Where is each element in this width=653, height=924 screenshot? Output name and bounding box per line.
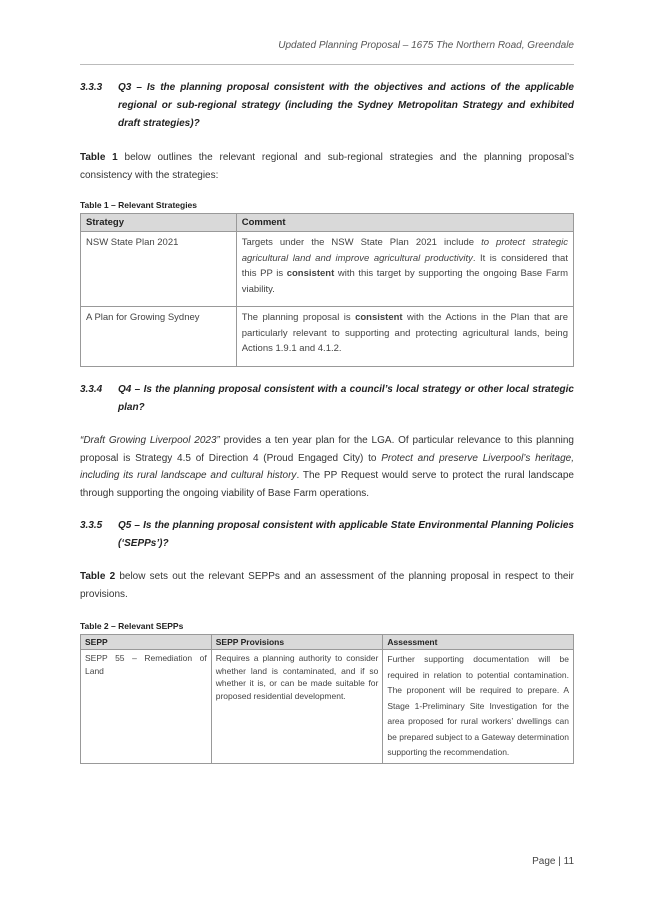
section-title: Q3 – Is the planning proposal consistent with the objectives and actions of the applicable regional or sub-regional strategy (including the Sydney Metropolitan Strategy and exhibited draft strategies)?	[118, 82, 574, 129]
section-heading-3-3-3	[80, 79, 574, 133]
strategy-cell: A Plan for Growing Sydney	[81, 307, 237, 367]
table1-caption: Table 1 – Relevant Strategies	[80, 200, 198, 210]
section-heading-3-3-5	[80, 517, 574, 553]
strategy-quote: Protect and preserve Liverpool’s heritage, including its rural landscape and cultural history	[80, 452, 575, 481]
table2-caption: Table 2 – Relevant SEPPs	[80, 621, 184, 631]
section-number: 3.3.4	[80, 384, 103, 395]
table2-intro-paragraph	[80, 568, 574, 603]
comment-text: with the Actions in the Plan that are particularly relevant to supporting and protecting agricultural lands, being Actions 1.9.1 and 4.1.2.	[241, 312, 568, 354]
comment-text: with this target by supporting the ongoing Base Farm viability.	[241, 268, 568, 295]
table-row	[81, 307, 574, 367]
comment-text: Targets under the NSW State Plan 2021 include	[241, 237, 482, 248]
column-header-strategy: Strategy	[81, 214, 237, 232]
running-header: Updated Planning Proposal – 1675 The Northern Road, Greendale	[278, 40, 574, 51]
column-header-provisions: SEPP Provisions	[211, 635, 383, 650]
sepps-table	[80, 634, 574, 764]
comment-cell	[236, 307, 573, 367]
table1-intro-paragraph	[80, 149, 574, 184]
table1-reference: Table 1	[80, 152, 118, 163]
section-number: 3.3.5	[80, 520, 103, 531]
table-header-row	[81, 214, 574, 232]
strategies-table	[80, 213, 574, 367]
comment-text: The planning proposal is	[241, 312, 356, 323]
consistency-flag: consistent	[355, 312, 403, 323]
section-title: Q5 – Is the planning proposal consistent with applicable State Environmental Planning Policies (‘SEPPs’)?	[118, 520, 574, 549]
paragraph-text: provides a ten year plan for the LGA. Of particular relevance to this planning proposal is Strategy 4.5 of Direction 4 (Proud Engaged City) to	[80, 435, 574, 464]
comment-cell	[236, 232, 573, 307]
table-row	[81, 232, 574, 307]
column-header-assessment: Assessment	[383, 635, 574, 650]
comment-text: . It is considered that this PP is	[241, 252, 568, 279]
header-divider	[80, 64, 574, 65]
local-strategy-paragraph	[80, 432, 574, 502]
sepp-cell: SEPP 55 – Remediation of Land	[81, 650, 212, 764]
page-number: Page | 11	[532, 856, 574, 867]
document-title: “Draft Growing Liverpool 2023”	[80, 435, 220, 446]
comment-quote: to protect strategic agricultural land and improve agricultural productivity	[241, 237, 568, 264]
strategy-cell: NSW State Plan 2021	[81, 232, 237, 307]
column-header-sepp: SEPP	[81, 635, 212, 650]
table-row	[81, 650, 574, 764]
table2-reference: Table 2	[80, 571, 116, 582]
section-title: Q4 – Is the planning proposal consistent with a council’s local strategy or other local strategic plan?	[118, 384, 574, 413]
consistency-flag: consistent	[286, 268, 335, 279]
column-header-comment: Comment	[236, 214, 573, 232]
section-heading-3-3-4	[80, 381, 574, 417]
paragraph-text: . The PP Request would serve to protect the rural landscape through supporting the ongoing viability of Base Farm operations.	[80, 470, 574, 499]
table2-intro-text: below sets out the relevant SEPPs and an assessment of the planning proposal in respect to their provisions.	[80, 571, 574, 600]
table-header-row	[81, 635, 574, 650]
table1-intro-text: below outlines the relevant regional and sub-regional strategies and the planning proposal’s consistency with the strategies:	[80, 152, 574, 181]
section-number: 3.3.3	[80, 82, 103, 93]
provisions-cell: Requires a planning authority to consider whether land is contaminated, and if so whether it is, or can be made suitable for proposed residential development.	[211, 650, 383, 764]
assessment-cell: Further supporting documentation will be required in relation to potential contamination. The proponent will be required to prepare. A Stage 1-Preliminary Site Investigation for the area proposed for rural workers’ dwellings can be prepared subject to a Gateway determination supporting the recommendation.	[383, 650, 574, 764]
